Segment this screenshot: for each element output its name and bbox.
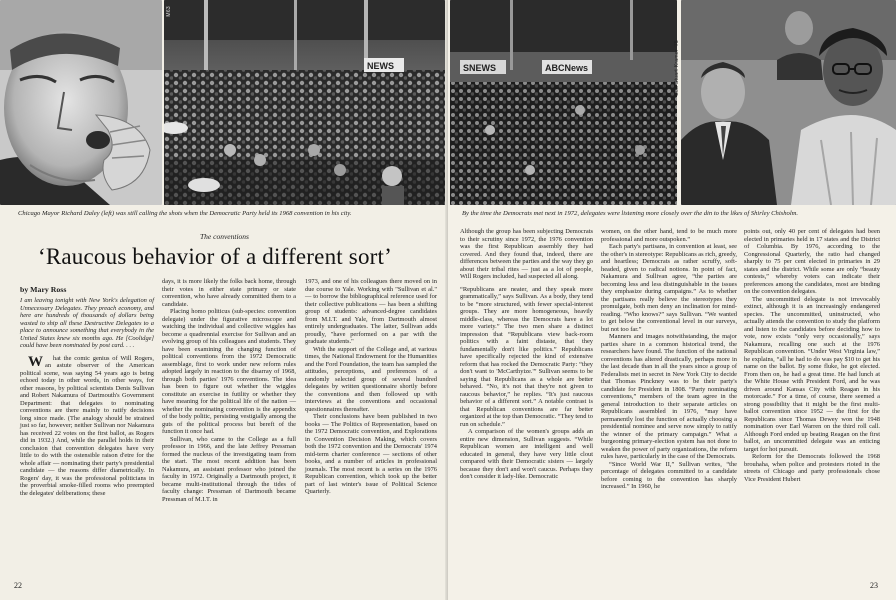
paragraph: points out, only 40 per cent of delegates had been elected in primaries held in 17 states and the District of Columbia. By 1976, according to the Congressional Quarterly, the ratio had changed sharply to 75 per cent elected in primaries in 29 states and the district. While some are only “beauty contests,” whereby voters can indicate their preferences among the candidates, most are binding on the convention delegates.: [744, 228, 880, 295]
delegates-image: [681, 0, 896, 205]
column-2: [162, 278, 296, 578]
convention-floor-image: [164, 0, 445, 205]
column-1-text: hat the comic genius of Will Rogers, an astute observer of the American political scene, was saying 54 years ago is being echoed today in other words, in other ways, for other reasons, by political scientists Denis Sullivan and Robert Nakamura of Dartmouth's Government Department: that delegates to nominating conventions are there mainly to ratify decisions long since made. (The analogy should be strained just so far, however; neither Sullivan nor Nakamura has received 22 votes on the first ballot, as Rogers did in 1932.) And, while the parallel holds in their conclusion that convention delegates have very little to do with the ostensible raison d'etre for the whole affair — nominating their party's presidential candidate — the reasons differ diametrically. In Rogers' day, it was the professional politicians in the proverbial smoke-filled rooms who preempted the delegates' deliberations; these: [20, 354, 154, 497]
byline: by Mary Ross: [20, 285, 67, 294]
network-sign-snews: SNEWS: [463, 63, 497, 73]
paragraph: Sullivan, who came to the College as a full professor in 1966, and the late Jeffrey Pressman formed the nucleus of the investigating team from the start. The most recent addition has been Nakamura, an assistant professor who joined the faculty in 1972. Originally a Dartmouth project, it became multi-institutional through the tides of faculty change: Pressman of Dartmouth became Pressman of M.I.T. in: [162, 435, 296, 503]
daley-photo: [0, 0, 162, 205]
column-1: [20, 297, 154, 577]
column-1-paragraph: [20, 355, 154, 498]
page-number-left: 22: [14, 581, 22, 590]
paragraph: Placing homo politicus (sub-species: convention delegate) under the figurative microscope and watching the individual and collective wiggles has become a quadrennial exercise for Sullivan and an evolving group of his colleagues and students. They have been examining the changing function of political conventions from the 1972 Democratic assemblage, first to work under new reform rules adopted largely in reaction to the disarray of 1968, through both parties' 1976 conventions. The idea has been to figure out whether the wiggles constitute an exercise in futility or whether they have meaning for the political life of the nation — whether the nominating convention is the appendix of the body politic, persisting vestigially among the guts of the political process but bereft of the function it once had.: [162, 308, 296, 435]
paragraph: “Since World War II,” Sullivan writes, “the percentage of delegates committed to a candidate before coming to the convention has sharply increased.” In 1960, he: [601, 460, 737, 490]
paragraph: Reform for the Democrats followed the 1968 brouhaha, when police and protesters rioted in the streets of Chicago and party professionals chose Vice President Hubert: [744, 453, 880, 483]
section-label: The conventions: [200, 232, 249, 241]
paragraph: days, it is more likely the folks back home, through their votes in either state primary or state convention, who have already committed them to a candidate.: [162, 278, 296, 308]
paragraph: Each party's partisans, in convention at least, see the other's in stereotype: Republicans as rich, greedy, and heartless; Democrats as rather scruffy, soft-headed, given to radical notions. In point of fact, Nakamura and Sullivan agree, “the parties are becoming less and less distinguishable in the issues they emphasize during campaigns.” As to whether the partisans really believe the stereotypes they promulgate, both men deny an inclination for mind-reading. “Who knows?” says Sullivan. “We wanted to get below the conventional level in our surveys, but not too far.”: [601, 243, 737, 333]
photo-code: M63: [166, 6, 172, 17]
convention-1972-photo: [450, 0, 677, 205]
headline: ‘Raucous behavior of a different sort’: [38, 244, 392, 269]
right-page: [448, 0, 896, 600]
dropcap-w: W: [28, 353, 43, 370]
daley-photo-image: [0, 0, 162, 205]
network-sign-abc: ABCNews: [545, 63, 589, 73]
left-caption: Chicago Mayor Richard Daley (left) was still calling the shots when the Democratic Party held its 1968 convention in his city.: [18, 210, 352, 217]
paragraph: women, on the other hand, tend to be much more professional and more outspoken.”: [601, 228, 737, 243]
column-6: [744, 228, 880, 578]
paragraph: Although the group has been subjecting Democrats to their scrutiny since 1972, the 1976 convention was the first Republican assembly they had covered. And they found that, indeed, there are differences between the parties and the way they go about their tribal rites — just as a lot of people, Will Rogers included, had suspected all along.: [460, 228, 593, 280]
page-number-right: 23: [870, 581, 878, 590]
right-caption: By the time the Democrats met next in 1972, delegates were listening more closely over the din to the likes of Shirley Chisholm.: [462, 210, 799, 217]
column-4: [460, 228, 593, 578]
delegates-photo: [681, 0, 896, 205]
column-3: [305, 278, 437, 578]
photo-credit: Bob Stuart Kramer '75: [674, 40, 680, 96]
intro-quote: I am leaving tonight with New York's delegation of Unnecessary Delegates. They preach economy, and here are hundreds of thousands of dollars being wasted to ship all these Destructive Delegates to a place to announce something that everybody in the United States knew six months ago. He [Coolidge] could have been nominated by post card. . . .: [20, 297, 154, 349]
paragraph: With the support of the College and, at various times, the National Endowment for the Humanities and the Ford Foundation, the team has sampled the attitudes, perceptions, and preferences of a randomly selected group of several hundred delegates by written questionnaire shortly before the conventions and then followed up with interviews at the conventions and occasional questionnaires thereafter.: [305, 345, 437, 413]
paragraph: “Republicans are neater, and they speak more grammatically,” says Sullivan. As a body, they tend to be “more structured, with fewer special-interest groups. They are more homogeneous, heavily middle-class, whereas the Democrats have a lot more variety.” The two men share a distinct impression that “Republicans view back-room politics with a faint distaste, that they fundamentally don't like politics.” Republicans have specifically rejected the kind of extensive reform that has rocked the Democratic Party: “they don't want to 'McCarthyize.'” Sullivan seems to be saying that Republicans as a whole are better behaved. “No, it's not that they're not given to raucous behavior,” he replies. “It's just raucous behavior of a different sort.” A notable contrast is that Republican conventions are far better organized at the top than Democratic. “They tend to run on schedule.”: [460, 285, 593, 428]
paragraph: 1973, and one of his colleagues there moved on in due course to Yale. Working with "Sullivan et al." — to borrow the bibliographical reference used for their collective publications — has been a shifting group of students: advanced-degree candidates from M.I.T. and Yale, from Dartmouth almost entirely undergraduates. The latter, Sullivan adds proudly, "have performed on a par with the graduate students.": [305, 278, 437, 345]
paragraph: The uncommitted delegate is not irrevocably extinct, although it is an increasingly endangered species. The uncommitted, uninstructed, who actually attends the convention to study the platform and listen to the candidates before deciding how to vote, now exists “only very occasionally,” says Nakamura, recalling one such at the 1976 Republican convention. “Under West Virginia law,” he explains, “all he had to do was pay $10 to get his name on the ballot. By some fluke, he got elected. From then on, he had a great time. He had lunch at the White House with President Ford, and he was driven around Kansas City with Reagan in his motorcade.” For a time, of course, there seemed a strong possibility that it might be the first multi-ballot convention since 1952 — the first for the Republicans since Thomas Dewey won the 1948 nomination over Earl Warren on the third roll call. Although Ford ended up beating Reagan on the first ballot, an uncommitted delegate was an enticing target for hot pursuit.: [744, 295, 880, 453]
network-sign-news: NEWS: [367, 61, 394, 71]
paragraph: Manners and images notwithstanding, the major parties share in a common historical trend, the researchers have found. The function of the national conventions has altered drastically, perhaps more in the last decade than in all the years since a group of Federalists met in secret in New York City to decide that Thomas Pinckney was to be their party's candidate for President in 1808. “Party nominating conventions,” members of the team agree in the general introduction to their separate articles on Republicans assembled in 1976, “may have permanently lost the function of actually choosing a presidential nominee and serve now simply to ratify the winner of the primary campaign.” What a burgeoning primary-election system has not done to weaken the power of party organizations, the reform rules have, particularly in the case of the Democrats.: [601, 333, 737, 460]
convention-floor-photo: [164, 0, 445, 205]
paragraph: A comparison of the women's groups adds an entire new dimension, Sullivan suggests. “While Republican women are intelligent and well educated in general, they have very little clout compared with their Democratic sisters — largely because they don't and won't caucus. Perhaps they don't consider it lady-like. Democratic: [460, 428, 593, 480]
paragraph: Their conclusions have been published in two books — The Politics of Representation, based on the 1972 Democratic convention, and Explorations in Convention Decision Making, which covers both the 1972 convention and the Democrats' 1974 mid-term charter conference — sections of other books, and a number of articles in professional journals. The most recent is a series on the 1976 Republican convention, which took up the better part of last winter's issue of Political Science Quarterly.: [305, 413, 437, 495]
convention-1972-image: [450, 0, 677, 205]
column-5: [601, 228, 737, 578]
